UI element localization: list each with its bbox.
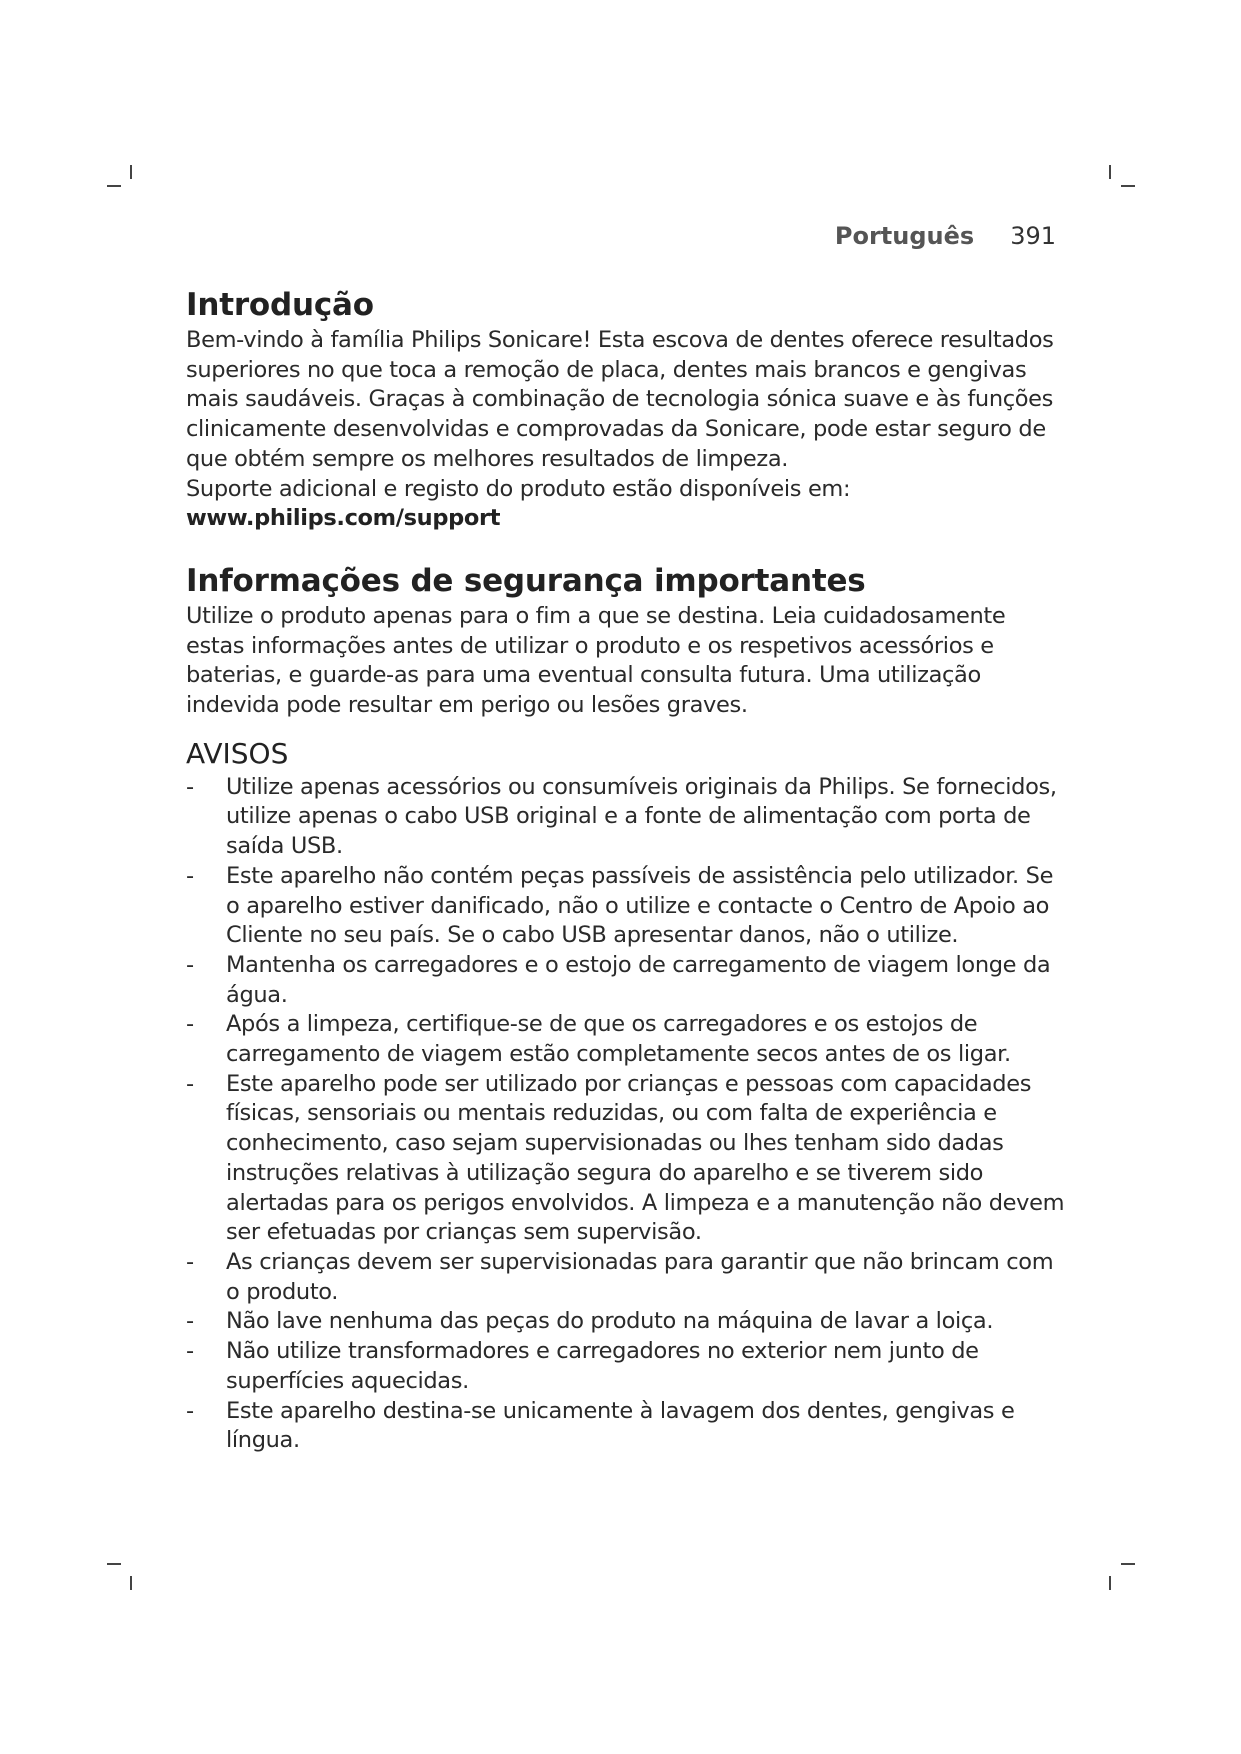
safety-paragraph: Utilize o produto apenas para o fim a que se destina. Leia cuidadosamente estas informações antes de utilizar o produto e os respetivos acessórios e baterias, e guarde-as para uma eventual consulta futura. Uma utilização indevida pode resultar em perigo ou lesões graves. bbox=[186, 602, 1006, 719]
support-link[interactable]: www.philips.com/support bbox=[186, 505, 501, 532]
crop-mark-top-left-v bbox=[130, 165, 132, 179]
list-item: - Não utilize transformadores e carregadores no exterior nem junto de superfícies aquecidas. bbox=[186, 1338, 979, 1394]
warnings-section bbox=[186, 735, 1066, 1456]
crop-mark-bottom-left-v bbox=[130, 1576, 132, 1590]
page-number: 391 bbox=[1010, 222, 1056, 250]
crop-mark-bottom-left-h bbox=[107, 1563, 121, 1565]
list-item: - Este aparelho pode ser utilizado por crianças e pessoas com capacidades físicas, sensoriais ou mentais reduzidas, ou com falta de experiência e conhecimento, caso sejam supervisionadas ou lhes tenham sido dadas instruções relativas à utilização segura do aparelho e se tiverem sido alertadas para os perigos envolvidos. A limpeza e a manutenção não devem ser efetuadas por crianças sem supervisão. bbox=[186, 1070, 1065, 1246]
crop-mark-top-left-h bbox=[107, 185, 121, 187]
list-item: - Utilize apenas acessórios ou consumíveis originais da Philips. Se fornecidos, utilize apenas o cabo USB original e a fonte de alimentação com porta de saída USB. bbox=[186, 773, 1057, 860]
list-item: - Não lave nenhuma das peças do produto na máquina de lavar a loiça. bbox=[186, 1308, 994, 1335]
list-item: - As crianças devem ser supervisionadas para garantir que não brincam com o produto. bbox=[186, 1248, 1054, 1305]
header-language: Português bbox=[834, 222, 975, 250]
page-content bbox=[186, 284, 1066, 1456]
list-item: - Após a limpeza, certifique-se de que os carregadores e os estojos de carregamento de viagem estão completamente secos antes de os ligar. bbox=[186, 1011, 1011, 1068]
safety-section bbox=[186, 560, 1066, 721]
intro-paragraph: Bem-vindo à família Philips Sonicare! Esta escova de dentes oferece resultados superiores no que toca a remoção de placa, dentes mais brancos e gengivas mais saudáveis. Graças à combinação de tecnologia sónica suave e às funções clinicamente desenvolvidas e comprovadas da Sonicare, pode estar seguro de que obtém sempre os melhores resultados de limpeza. bbox=[186, 327, 1054, 472]
intro-heading: Introdução bbox=[186, 287, 374, 323]
list-item: - Este aparelho não contém peças passíveis de assistência pelo utilizador. Se o aparelho estiver danificado, não o utilize e contacte o Centro de Apoio ao Cliente no seu país. Se o cabo USB apresentar danos, não o utilize. bbox=[186, 862, 1054, 949]
warnings-heading: AVISOS bbox=[186, 736, 289, 770]
crop-mark-top-right-h bbox=[1121, 185, 1135, 187]
support-text: Suporte adicional e registo do produto estão disponíveis em: bbox=[186, 475, 851, 502]
crop-mark-bottom-right-v bbox=[1109, 1576, 1111, 1590]
running-head bbox=[835, 222, 1056, 250]
warnings-list bbox=[186, 773, 1066, 1456]
crop-mark-top-right-v bbox=[1109, 165, 1111, 179]
list-item: - Mantenha os carregadores e o estojo de carregamento de viagem longe da água. bbox=[186, 951, 1051, 1008]
safety-heading: Informações de segurança importantes bbox=[186, 562, 866, 599]
list-item: - Este aparelho destina-se unicamente à lavagem dos dentes, gengivas e língua. bbox=[186, 1397, 1015, 1454]
crop-mark-bottom-right-h bbox=[1121, 1563, 1135, 1565]
intro-section bbox=[186, 284, 1066, 534]
